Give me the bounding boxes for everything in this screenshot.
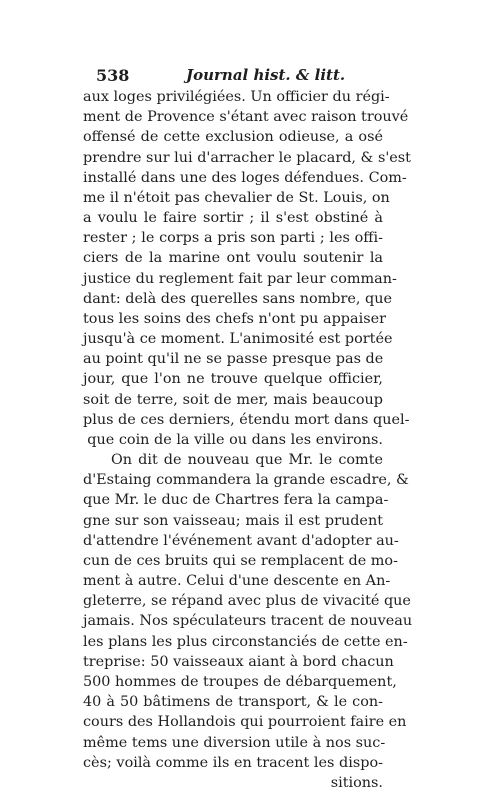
text-line: que Mr. le duc de Chartres fera la campa- xyxy=(83,492,389,509)
text-line: plus de ces derniers, étendu mort dans quel- xyxy=(83,411,410,428)
text-line: installé dans une des loges défendues. Com- xyxy=(83,169,407,186)
text-line: treprise: 50 vaisseaux aiant à bord chacun xyxy=(83,653,394,670)
text-line: d'Estaing commandera la grande escadre, & xyxy=(83,472,409,489)
text-line: gleterre, se répand avec plus de vivacité que xyxy=(83,593,411,610)
text-line: rester ; le corps a pris son parti ; les offi- xyxy=(83,230,383,247)
text-line: jamais. Nos spéculateurs tracent de nouveau xyxy=(83,613,413,630)
text-line: d'attendre l'événement avant d'adopter au- xyxy=(83,532,399,549)
text-line: soit de terre, soit de mer, mais beaucoup xyxy=(83,391,383,408)
body-text xyxy=(83,87,413,793)
paragraph-first-line: On dit de nouveau que Mr. le comte xyxy=(111,452,383,469)
text-line: 500 hommes de troupes de débarquement, xyxy=(83,673,397,690)
text-line: cours des Hollandois qui pourroient faire en xyxy=(83,714,407,731)
text-line: gne sur son vaisseau; mais il est prudent xyxy=(83,512,383,529)
text-line: sitions. xyxy=(330,774,383,791)
text-line: aux loges privilégiées. Un officier du régi- xyxy=(83,89,390,105)
text-line: jusqu'à ce moment. L'animosité est portée xyxy=(83,331,393,348)
text-line: justice du reglement fait par leur comman- xyxy=(83,270,397,287)
text-line: dant: delà des querelles sans nombre, que xyxy=(83,290,393,307)
text-line: cès; voilà comme ils en tracent les dispo- xyxy=(83,754,383,771)
text-line: que coin de la ville ou dans les environs. xyxy=(87,431,383,448)
text-line: même tems une diversion utile à nos suc- xyxy=(83,734,386,751)
page-number: 538 xyxy=(96,66,130,85)
text-line: les plans les plus circonstanciés de cette en- xyxy=(83,633,408,650)
text-line: ciers de la marine ont voulu soutenir la xyxy=(83,250,383,267)
text-line: ment à autre. Celui d'une descente en An- xyxy=(83,573,391,590)
text-line: offensé de cette exclusion odieuse, a osé xyxy=(83,129,383,146)
text-line: au point qu'il ne se passe presque pas de xyxy=(83,351,384,368)
running-head: Journal hist. & litt. xyxy=(186,66,346,84)
page-header xyxy=(96,66,386,86)
text-line: tous les soins des chefs n'ont pu appaiser xyxy=(83,310,386,327)
text-line: jour, que l'on ne trouve quelque officier, xyxy=(83,371,383,388)
text-line: 40 à 50 bâtimens de transport, & le con- xyxy=(83,694,383,711)
text-line: a voulu le faire sortir ; il s'est obstiné à xyxy=(83,210,383,227)
text-line: prendre sur lui d'arracher le placard, & s'est xyxy=(83,149,411,166)
text-line: cun de ces bruits qui se remplacent de mo- xyxy=(83,552,398,569)
text-line: me il n'étoit pas chevalier de St. Louis, on xyxy=(83,189,390,206)
text-line: ment de Provence s'étant avec raison trouvé xyxy=(83,109,409,126)
